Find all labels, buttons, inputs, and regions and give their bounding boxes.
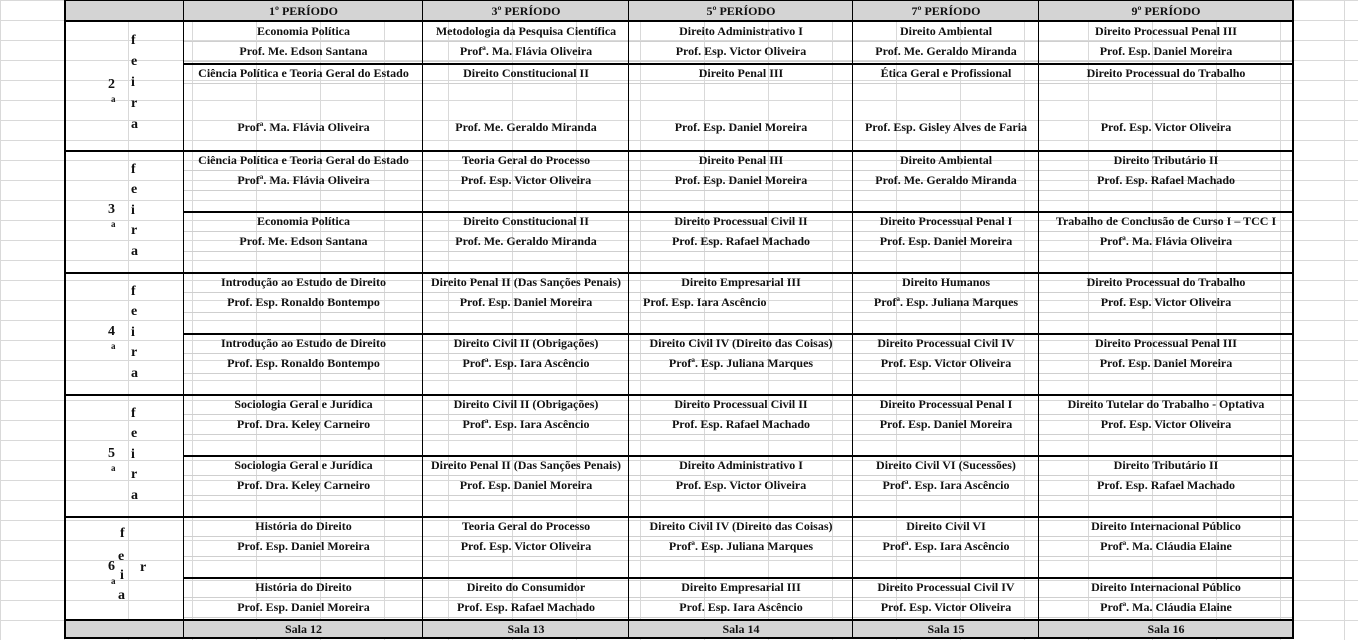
course-teacher: Prof. Dra. Keley Carneiro — [236, 478, 371, 492]
course-subject: Direito Processual Penal III — [1095, 336, 1237, 350]
grid-line — [64, 619, 1293, 621]
course-subject: Teoria Geral do Processo — [461, 519, 591, 533]
day-ordinal: a — [111, 93, 116, 104]
course-subject: Ciência Política e Teoria Geral do Estado — [198, 153, 409, 167]
grid-line — [64, 394, 1293, 396]
course-subject: Direito Internacional Público — [1091, 580, 1241, 594]
grid-line — [184, 617, 1293, 618]
course-teacher: Profª. Ma. Cláudia Elaine — [1100, 539, 1232, 553]
grid-line — [184, 312, 1293, 313]
course-subject: Direito Ambiental — [899, 24, 993, 38]
grid-line — [184, 292, 1293, 293]
grid-line — [184, 190, 1293, 191]
course-teacher: Prof. Esp. Daniel Moreira — [459, 295, 593, 309]
grid-line — [64, 150, 1293, 152]
course-subject: Direito Penal II (Das Sanções Penais) — [430, 275, 622, 289]
grid-line — [184, 495, 1293, 496]
course-teacher: Prof. Me. Geraldo Miranda — [875, 173, 1017, 187]
grid-line — [184, 414, 1293, 415]
course-subject: Direito Processual Civil II — [674, 397, 808, 411]
course-subject: Direito Civil IV (Direito das Coisas) — [649, 519, 833, 533]
day-letter: a — [131, 243, 138, 259]
period-header: 7º PERÍODO — [853, 0, 1039, 21]
grid-line — [184, 333, 1293, 335]
course-teacher: Prof. Esp. Victor Oliveira — [1100, 295, 1232, 309]
course-teacher: Prof. Dra. Keley Carneiro — [236, 417, 371, 431]
course-subject: Direito Humanos — [901, 275, 991, 289]
day-letter: i — [131, 202, 135, 218]
course-subject: Ética Geral e Profissional — [880, 66, 1012, 80]
day-letter: i — [131, 324, 135, 340]
day-number: 3 — [108, 202, 115, 217]
course-subject: Direito Civil VI — [906, 519, 986, 533]
day-letter: a — [118, 588, 125, 603]
period-header: 5º PERÍODO — [629, 0, 853, 21]
day-ordinal: a — [111, 341, 116, 351]
grid-line — [64, 272, 1293, 274]
course-subject: Direito Civil VI (Sucessões) — [876, 458, 1016, 472]
day-letter: r — [131, 96, 138, 111]
day-letter: f — [120, 526, 125, 541]
course-teacher: Prof. Esp. Rafael Machado — [671, 234, 811, 248]
course-subject: Direito Processual Civil IV — [877, 580, 1015, 594]
grid-line — [64, 20, 1293, 22]
course-teacher: Prof. Esp. Victor Oliveira — [675, 44, 807, 58]
course-teacher: Prof. Me. Geraldo Miranda — [875, 44, 1017, 58]
course-teacher: Prof. Me. Edson Santana — [239, 234, 368, 248]
day-letter: a — [131, 487, 138, 503]
course-subject: Sociologia Geral e Jurídica — [234, 397, 373, 411]
course-subject: Direito Processual Penal I — [879, 214, 1013, 228]
day-ordinal: a — [111, 463, 116, 473]
grid-line — [422, 0, 423, 639]
course-teacher: Prof. Esp. Victor Oliveira — [880, 600, 1012, 614]
course-teacher: Prof. Esp. Daniel Moreira — [459, 478, 593, 492]
grid-line — [1038, 0, 1039, 639]
header-corner — [64, 0, 184, 21]
course-subject: Metodologia da Pesquisa Científica — [435, 24, 617, 38]
grid-line — [184, 170, 1293, 171]
grid-line — [184, 353, 1293, 354]
day-letter: r — [131, 345, 138, 361]
course-teacher: Prof. Esp. Rafael Machado — [456, 600, 596, 614]
course-teacher: Profª. Esp. Iara Ascêncio — [462, 417, 590, 431]
course-teacher: Profª. Esp. Iara Ascêncio — [462, 356, 590, 370]
room-label: Sala 16 — [1039, 619, 1293, 638]
course-teacher: Profª. Ma. Cláudia Elaine — [1100, 600, 1232, 614]
grid-line — [183, 0, 184, 639]
day-number: 5 — [108, 446, 115, 461]
course-teacher: Prof. Esp. Ronaldo Bontempo — [227, 356, 380, 370]
footer-corner — [64, 619, 184, 638]
course-subject: Direito Penal III — [698, 66, 784, 80]
course-subject: Direito Administrativo I — [679, 458, 803, 472]
day-number: 4 — [108, 324, 115, 339]
course-teacher: Prof. Esp. Victor Oliveira — [675, 478, 807, 492]
course-subject: Direito do Consumidor — [466, 580, 586, 594]
grid-line — [184, 556, 1293, 557]
course-subject: História do Direito — [255, 519, 352, 533]
day-letter: r — [131, 467, 138, 483]
course-teacher: Prof. Esp. Daniel Moreira — [879, 417, 1013, 431]
course-teacher: Prof. Me. Geraldo Miranda — [455, 234, 597, 248]
course-teacher: Prof. Esp. Victor Oliveira — [460, 173, 592, 187]
grid-line — [184, 455, 1293, 457]
day-letter: i — [131, 446, 135, 462]
grid-line — [184, 536, 1293, 537]
course-subject: Direito Processual Civil IV — [877, 336, 1015, 350]
grid-line — [64, 516, 1293, 518]
course-subject: Direito Processual do Trabalho — [1086, 66, 1246, 80]
course-subject: Direito Processual do Trabalho — [1086, 275, 1246, 289]
day-letter: a — [131, 117, 138, 132]
course-subject: Direito Civil II (Obrigações) — [453, 397, 599, 411]
course-subject: Sociologia Geral e Jurídica — [234, 458, 373, 472]
course-subject: Direito Constitucional II — [463, 66, 589, 80]
grid-line — [1292, 0, 1294, 639]
grid-line — [184, 251, 1293, 252]
day-ordinal: a — [111, 575, 116, 586]
grid-line — [184, 63, 1293, 65]
course-subject: Direito Processual Penal I — [879, 397, 1013, 411]
course-subject: Direito Processual Civil II — [674, 214, 808, 228]
course-teacher: Prof. Esp. Daniel Moreira — [237, 539, 370, 553]
course-teacher: Prof. Esp. Iara Ascêncio — [679, 600, 803, 614]
course-subject: Ciência Política e Teoria Geral do Estado — [198, 66, 409, 80]
grid-line — [64, 637, 1293, 639]
course-teacher: Prof. Esp. Daniel Moreira — [1099, 44, 1233, 58]
grid-line — [184, 434, 1293, 435]
day-letter: e — [131, 54, 138, 69]
course-subject: Direito Civil II (Obrigações) — [453, 336, 599, 350]
day-letter: e — [131, 182, 138, 198]
grid-line — [64, 0, 66, 639]
grid-line — [184, 597, 1293, 598]
day-letter: a — [131, 365, 138, 381]
day-letter: e — [131, 426, 138, 442]
day-letter: r — [131, 223, 138, 239]
course-subject: Direito Penal III — [698, 153, 784, 167]
day-ordinal: a — [111, 219, 116, 229]
course-teacher: Prof. Esp. Rafael Machado — [671, 417, 811, 431]
day-letter: f — [131, 162, 136, 177]
grid-line — [184, 41, 1293, 42]
course-subject: Economia Política — [257, 214, 350, 228]
course-teacher: Prof. Esp. Daniel Moreira — [674, 173, 808, 187]
course-subject: Direito Civil IV (Direito das Coisas) — [649, 336, 833, 350]
grid-line — [184, 83, 1293, 84]
course-subject: Direito Internacional Público — [1091, 519, 1241, 533]
course-subject: História do Direito — [255, 580, 352, 594]
course-teacher: Prof. Esp. Rafael Machado — [1096, 173, 1236, 187]
course-teacher: Prof. Esp. Victor Oliveira — [880, 356, 1012, 370]
grid-line — [184, 211, 1293, 213]
course-teacher: Profª. Esp. Iara Ascêncio — [882, 539, 1010, 553]
course-subject: Direito Tributário II — [1113, 153, 1219, 167]
course-teacher: Profª. Esp. Juliana Marques — [873, 295, 1019, 309]
grid-line — [184, 373, 1293, 374]
course-teacher: Profª. Esp. Juliana Marques — [668, 356, 814, 370]
course-teacher: Profª. Ma. Flávia Oliveira — [237, 120, 370, 134]
grid-line — [628, 0, 629, 639]
day-letter: r — [140, 560, 147, 575]
course-teacher: Prof. Esp. Ronaldo Bontempo — [227, 295, 380, 309]
grid-line — [64, 0, 1293, 1]
grid-line — [184, 577, 1293, 579]
course-subject: Direito Empresarial III — [681, 580, 801, 594]
course-teacher: Prof. Esp. Daniel Moreira — [674, 120, 808, 134]
period-header: 3º PERÍODO — [423, 0, 629, 21]
day-letter: f — [131, 33, 136, 48]
day-letter: f — [131, 284, 136, 299]
room-label: Sala 13 — [423, 619, 629, 638]
course-teacher: Prof. Esp. Iara Ascêncio — [643, 295, 767, 309]
course-teacher: Prof. Esp. Victor Oliveira — [1100, 417, 1232, 431]
day-number: 2 — [108, 76, 115, 92]
course-subject: Direito Tutelar do Trabalho - Optativa — [1067, 397, 1265, 411]
course-teacher: Profª. Ma. Flávia Oliveira — [1099, 234, 1233, 248]
course-subject: Direito Tributário II — [1113, 458, 1219, 472]
course-teacher: Prof. Esp. Victor Oliveira — [460, 539, 592, 553]
course-subject: Direito Constitucional II — [463, 214, 589, 228]
course-teacher: Prof. Me. Geraldo Miranda — [455, 120, 597, 134]
course-teacher: Profª. Esp. Juliana Marques — [668, 539, 814, 553]
course-teacher: Prof. Esp. Daniel Moreira — [1099, 356, 1233, 370]
course-subject: Direito Empresarial III — [681, 275, 801, 289]
course-subject: Teoria Geral do Processo — [461, 153, 591, 167]
course-teacher: Prof. Esp. Daniel Moreira — [237, 600, 370, 614]
course-subject: Trabalho de Conclusão de Curso I – TCC I — [1055, 214, 1277, 228]
day-letter: i — [131, 75, 135, 90]
grid-line — [184, 475, 1293, 476]
course-subject: Direito Administrativo I — [679, 24, 803, 38]
course-teacher: Prof. Esp. Daniel Moreira — [879, 234, 1013, 248]
course-subject: Direito Processual Penal III — [1095, 24, 1237, 38]
grid-line — [184, 231, 1293, 232]
course-teacher: Prof. Esp. Gisley Alves de Faria — [864, 120, 1028, 134]
course-teacher: Profª. Ma. Flávia Oliveira — [459, 44, 593, 58]
room-label: Sala 15 — [853, 619, 1039, 638]
course-subject: Economia Política — [257, 24, 350, 38]
course-subject: Direito Penal II (Das Sanções Penais) — [430, 458, 622, 472]
course-subject: Introdução ao Estudo de Direito — [221, 336, 386, 350]
room-label: Sala 14 — [629, 619, 853, 638]
period-header: 9º PERÍODO — [1039, 0, 1293, 21]
course-teacher: Prof. Me. Edson Santana — [239, 44, 368, 58]
day-number: 6 — [108, 558, 115, 574]
grid-line — [852, 0, 853, 639]
course-teacher: Profª. Esp. Iara Ascêncio — [882, 478, 1010, 492]
day-letter: i — [120, 568, 124, 583]
course-teacher: Profª. Ma. Flávia Oliveira — [237, 173, 370, 187]
day-letter: e — [118, 549, 125, 564]
course-subject: Introdução ao Estudo de Direito — [221, 275, 386, 289]
course-subject: Direito Ambiental — [899, 153, 993, 167]
room-label: Sala 12 — [184, 619, 423, 638]
day-letter: f — [131, 406, 136, 421]
course-teacher: Prof. Esp. Victor Oliveira — [1100, 120, 1232, 134]
period-header: 1º PERÍODO — [184, 0, 423, 21]
grid-line — [184, 61, 1293, 62]
course-teacher: Prof. Esp. Rafael Machado — [1096, 478, 1236, 492]
day-letter: e — [131, 304, 138, 320]
